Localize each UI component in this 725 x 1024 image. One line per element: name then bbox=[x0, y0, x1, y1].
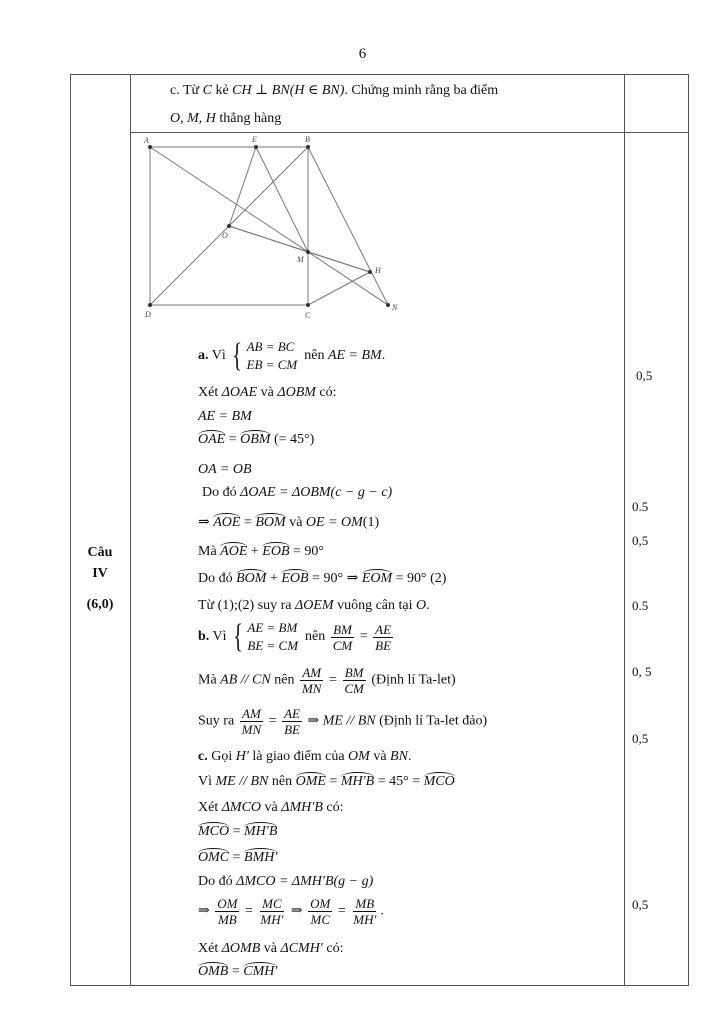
eq-angle-mco: MCO = MH′B bbox=[198, 824, 278, 839]
score-1: 0,5 bbox=[636, 368, 653, 383]
consider-mco-mhb: Xét ΔMCO và ΔMH′B có: bbox=[198, 800, 344, 815]
conclusion-a: Từ (1);(2) suy ra ΔOEM vuông cân tại O. bbox=[198, 598, 430, 613]
eq-angle-oae: OAE = OBM (= 45°) bbox=[198, 432, 315, 447]
part-c-intro: c. Gọi H′ là giao điểm của OM và BN. bbox=[198, 749, 412, 764]
fig-label-o: O bbox=[222, 231, 228, 240]
fig-label-d: D bbox=[145, 310, 151, 319]
page-number: 6 bbox=[358, 46, 367, 62]
sum-angles-1: Mà AOE + EOB = 90° bbox=[198, 544, 325, 559]
eq-angle-omc: OMC = BMH′ bbox=[198, 850, 278, 865]
therefore-congruent-1: Do đó ΔOAE = ΔOBM(c − g − c) bbox=[202, 485, 393, 500]
consider-omb-cmh: Xét ΔOMB và ΔCMH′ có: bbox=[198, 941, 344, 956]
score-7: 0,5 bbox=[632, 897, 649, 912]
eq-oa-ob: OA = OB bbox=[198, 462, 252, 477]
fig-label-h: H bbox=[375, 266, 381, 275]
eq-angle-omb: OMB = CMH′ bbox=[198, 964, 278, 979]
thales-converse-line: Suy ra $\frac{AM}{MN}$ = $\frac{AE}{BE}$ ⇒ ME // BN (Định lí Ta-let đảo) bbox=[198, 706, 488, 737]
task-c-line-2: O, M, H thẳng hàng bbox=[170, 111, 282, 126]
consider-oae-obm: Xét ΔOAE và ΔOBM có: bbox=[198, 385, 337, 400]
question-points: (6,0) bbox=[86, 597, 114, 612]
geometry-figure bbox=[138, 132, 408, 322]
score-3: 0,5 bbox=[632, 533, 649, 548]
question-label-number: IV bbox=[92, 566, 108, 581]
parallel-angles: Vì ME // BN nên OME = MH′B = 45° = MCO bbox=[198, 774, 455, 789]
fig-label-n: N bbox=[392, 303, 398, 312]
question-label-cau: Câu bbox=[87, 545, 113, 560]
task-c-line-1: c. Từ C kẻ CH ⊥ BN(H ∈ BN). Chứng minh rằng ba điểm bbox=[170, 83, 499, 98]
score-2: 0.5 bbox=[632, 499, 649, 514]
ratio-implication: ⇒ $\frac{OM}{MB}$ = $\frac{MC}{MH'}$ ⇒ $\frac{OM}{MC}$ = $\frac{MB}{MH'}$ . bbox=[198, 896, 384, 927]
implies-angles-1: ⇒ AOE = BOM và OE = OM(1) bbox=[198, 515, 380, 530]
col-divider-1 bbox=[130, 75, 131, 985]
thales-line: Mà AB // CN nên $\frac{AM}{MN}$ = $\frac{BM}{CM}$ (Định lí Ta-let) bbox=[198, 665, 456, 696]
fig-label-m: M bbox=[297, 255, 304, 264]
fig-label-a: A bbox=[144, 136, 149, 145]
fig-label-b: B bbox=[305, 135, 310, 144]
score-6: 0,5 bbox=[632, 731, 649, 746]
eq-ae-bm: AE = BM bbox=[198, 409, 252, 424]
score-4: 0.5 bbox=[632, 598, 649, 613]
score-5: 0, 5 bbox=[632, 664, 652, 679]
fig-label-c: C bbox=[305, 311, 311, 320]
therefore-similar: Do đó ΔMCO = ΔMH′B(g − g) bbox=[198, 874, 374, 889]
col-divider-2 bbox=[624, 75, 625, 985]
part-a-given: a. Vì { AB = BC EB = CM nên AE = BM. bbox=[198, 337, 386, 374]
part-b-given: b. Vì { AE = BM BE = CM nên $\frac{BM}{CM}$ = $\frac{AE}{BE}$ bbox=[198, 618, 392, 655]
fig-label-e: E bbox=[252, 135, 257, 144]
therefore-eom: Do đó BOM + EOB = 90° ⇒ EOM = 90° (2) bbox=[198, 571, 447, 586]
